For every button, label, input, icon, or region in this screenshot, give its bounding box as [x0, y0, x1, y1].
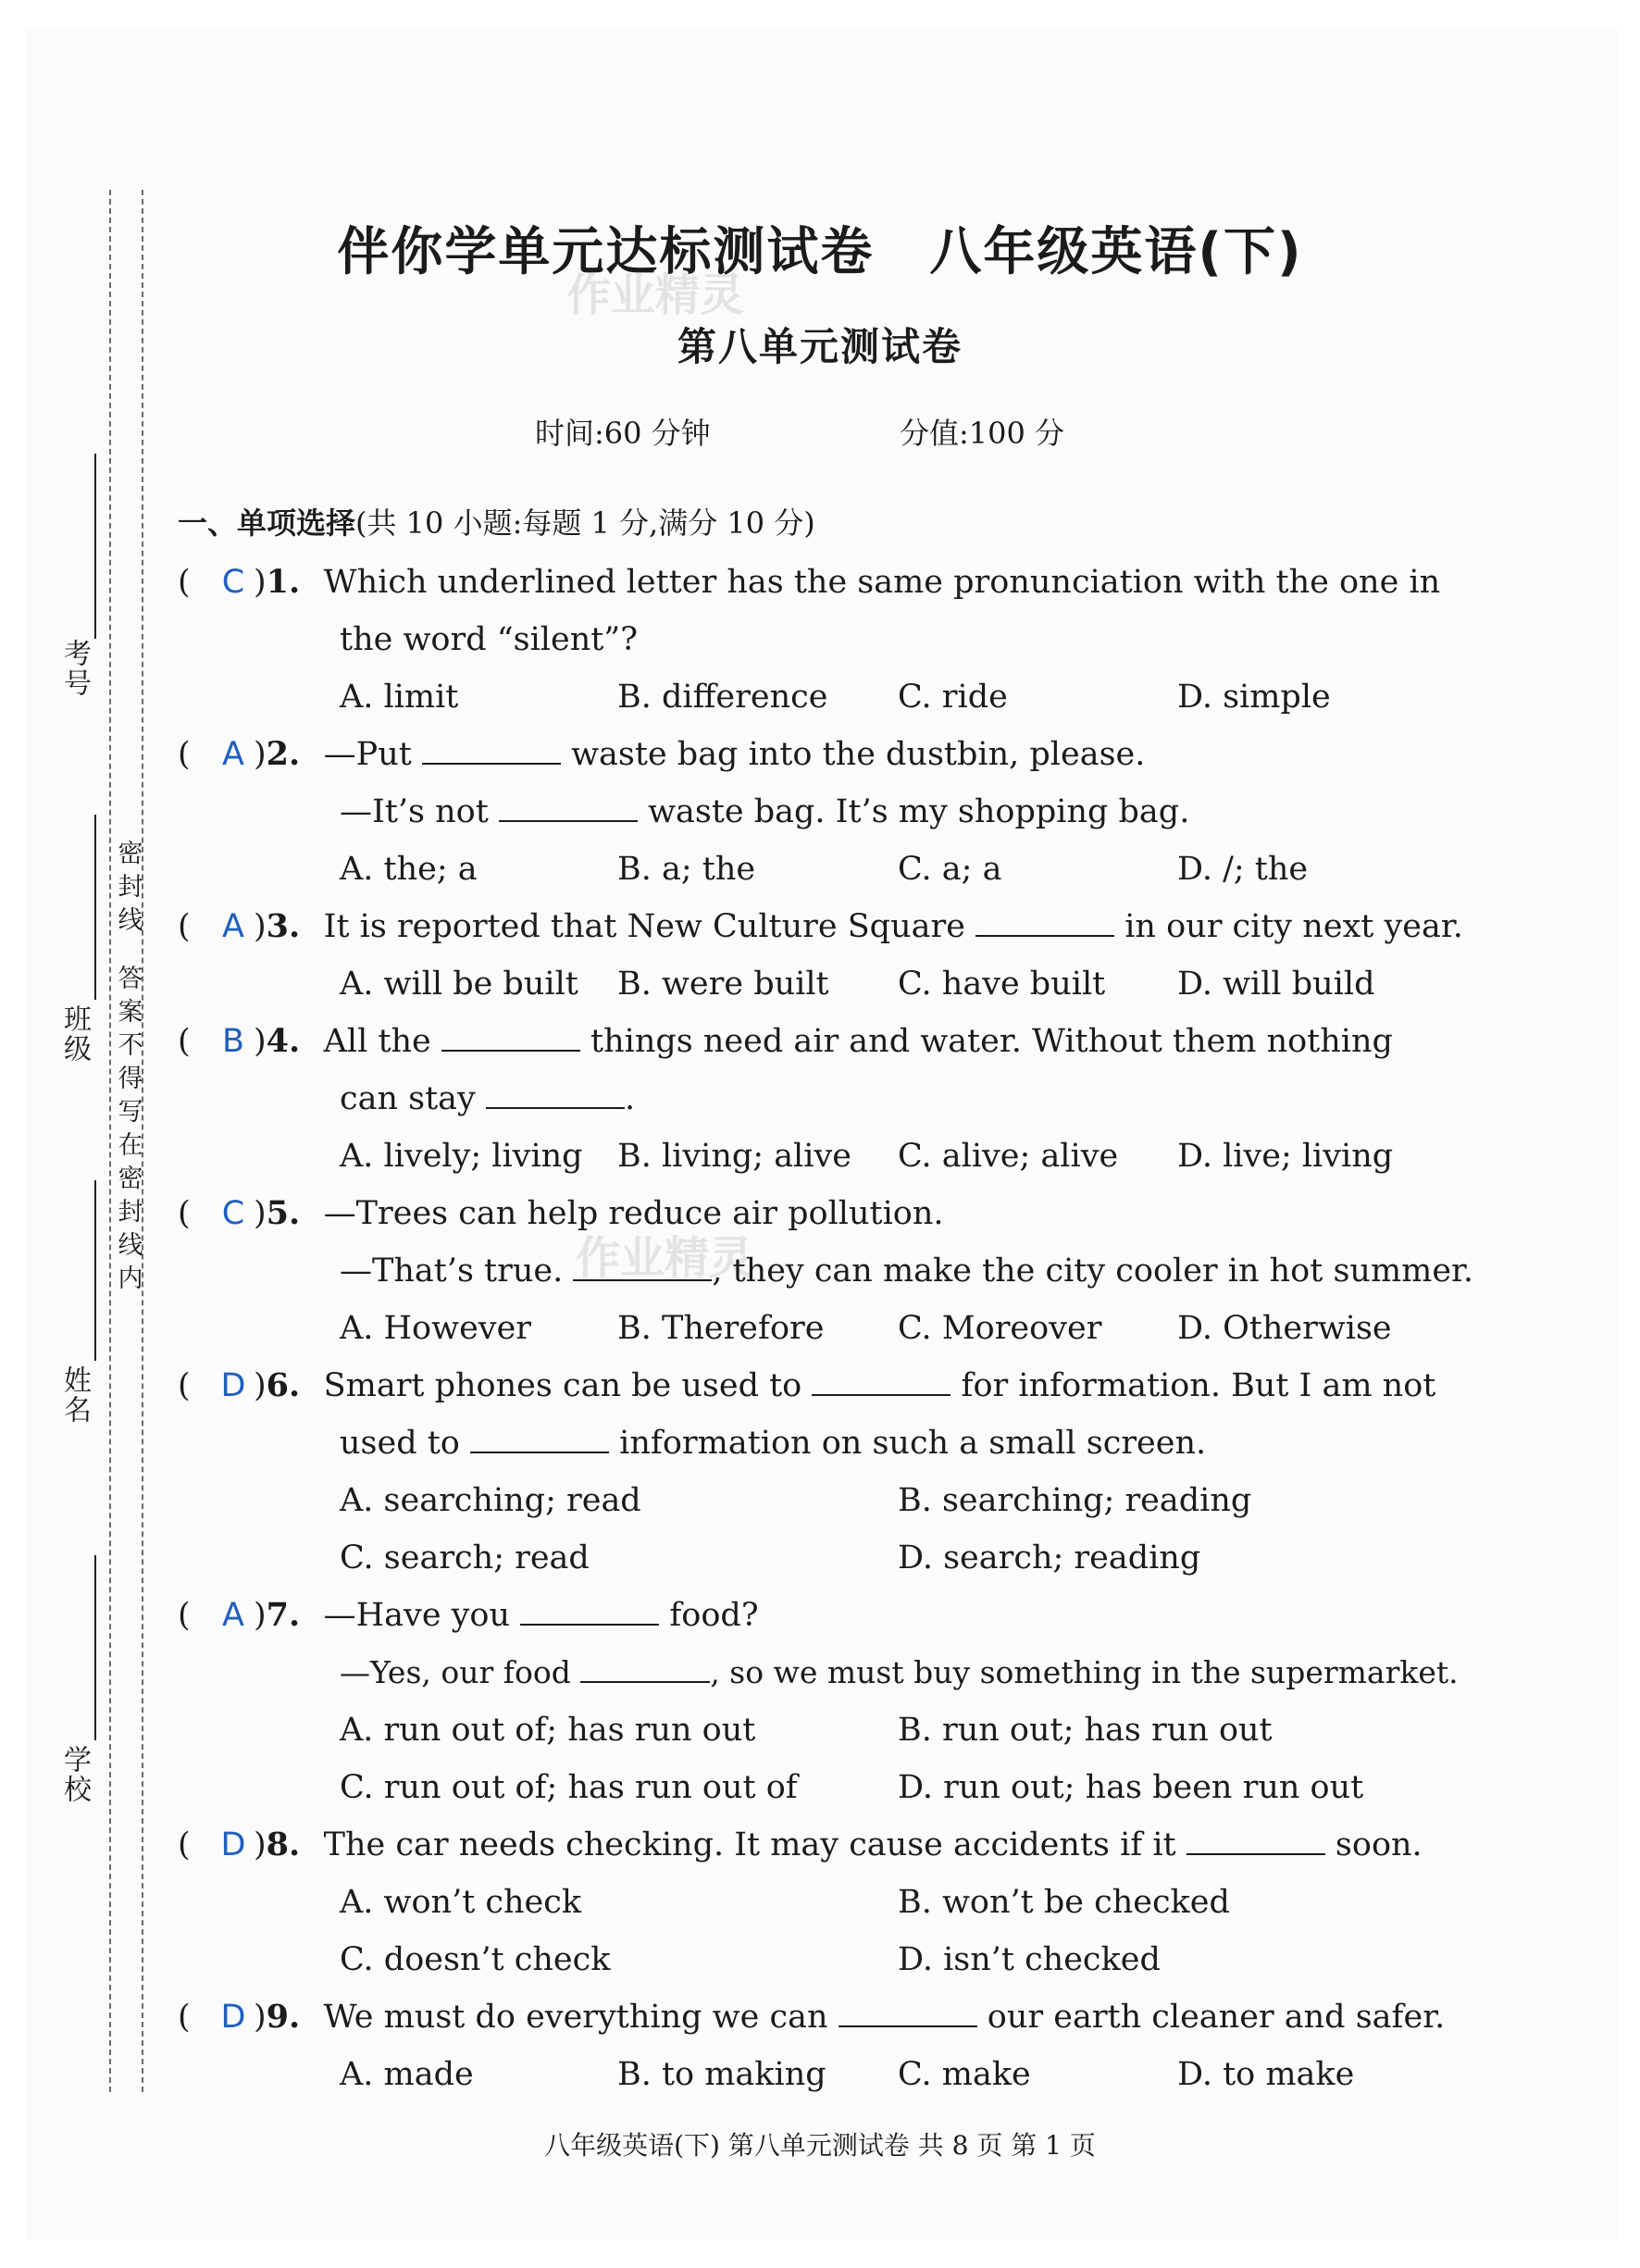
question-text: our earth cleaner and safer.	[987, 1999, 1446, 2036]
answer-blank	[422, 735, 561, 765]
question-text: can stay	[340, 1080, 476, 1117]
answer-5: C	[221, 1195, 245, 1232]
question-number: 7.	[266, 1596, 301, 1634]
question-9: ( D )9. We must do everything we can our earth cleaner and safer. A. made B. to making C. make D. to make	[178, 1988, 1473, 2103]
option-b: B. a; the	[617, 851, 756, 888]
question-text: —Yes, our food	[340, 1654, 571, 1690]
answer-blank	[520, 1596, 659, 1626]
question-text: —Trees can help reduce air pollution.	[323, 1195, 944, 1232]
question-text: information on such a small screen.	[619, 1425, 1207, 1462]
class-label: 班级	[58, 1004, 91, 1064]
option-b: B. run out; has run out	[898, 1712, 1273, 1749]
question-text: food?	[669, 1597, 759, 1634]
section-instructions: (共 10 小题:每题 1 分,满分 10 分)	[355, 505, 815, 541]
question-text: for information. But I am not	[961, 1367, 1436, 1404]
exam-number-line	[94, 454, 96, 639]
option-a: A. run out of; has run out	[340, 1712, 756, 1749]
question-text: It is reported that New Culture Square	[323, 908, 965, 945]
answer-7: A	[222, 1597, 244, 1634]
question-text: soon.	[1335, 1826, 1423, 1863]
option-d: D. run out; has been run out	[898, 1769, 1364, 1806]
option-a: A. However	[340, 1310, 532, 1347]
answer-blank	[486, 1079, 625, 1109]
question-text: the word “silent”?	[340, 621, 638, 658]
question-7: ( A )7. —Have you food? —Yes, our food , so we must buy something in the supermarket. A. run out of; has run out B. run out; has run out C. run out of; has run out of D. run out; has been run out	[178, 1587, 1473, 1816]
binding-dashed-line-outer	[109, 190, 111, 2092]
question-text: —Have you	[323, 1597, 511, 1634]
option-d: D. simple	[1177, 679, 1331, 716]
option-b: B. living; alive	[617, 1138, 851, 1175]
option-b: B. to making	[617, 2056, 826, 2093]
answer-blank	[975, 907, 1114, 937]
question-3: ( A )3. It is reported that New Culture Square in our city next year. A. will be built B. were built C. have built D. will build	[178, 898, 1473, 1013]
question-text: in our city next year.	[1124, 908, 1463, 945]
option-a: A. won’t check	[340, 1884, 582, 1921]
question-8: ( D )8. The car needs checking. It may cause accidents if it soon. A. won’t check B. won’t be checked C. doesn’t check D. isn’t checked	[178, 1816, 1473, 1988]
option-c: C. make	[898, 2056, 1031, 2093]
section-title: 一、单项选择	[178, 505, 356, 541]
answer-blank	[580, 1653, 710, 1683]
question-number: 5.	[266, 1194, 301, 1232]
answer-6: D	[220, 1367, 246, 1404]
option-d: D. Otherwise	[1177, 1310, 1392, 1347]
question-text: Smart phones can be used to	[323, 1367, 802, 1404]
answer-blank	[470, 1424, 609, 1453]
answer-blank	[812, 1366, 950, 1396]
school-label: 学校	[58, 1745, 91, 1804]
page-footer: 八年级英语(下) 第八单元测试卷 共 8 页 第 1 页	[544, 2130, 1096, 2161]
question-text: .	[624, 1080, 636, 1117]
answer-9: D	[220, 1999, 246, 2036]
class-line	[94, 815, 96, 1000]
option-b: B. Therefore	[617, 1310, 825, 1347]
question-text: , so we must buy something in the supermarket.	[710, 1654, 1459, 1690]
question-number: 3.	[266, 907, 301, 945]
option-a: A. made	[340, 2056, 474, 2093]
option-c: C. run out of; has run out of	[340, 1769, 798, 1806]
school-line	[94, 1555, 96, 1740]
answer-4: B	[221, 1023, 244, 1060]
exam-number-label: 考号	[58, 639, 91, 698]
section-heading	[178, 500, 815, 542]
question-text: We must do everything we can	[323, 1999, 828, 2036]
option-d: D. live; living	[1177, 1138, 1394, 1175]
question-text: used to	[340, 1425, 460, 1462]
option-c: C. alive; alive	[898, 1138, 1119, 1175]
question-number: 9.	[266, 1998, 301, 2036]
question-text: Which underlined letter has the same pronunciation with the one in	[323, 564, 1441, 601]
question-text: waste bag into the dustbin, please.	[571, 736, 1146, 773]
option-c: C. doesn’t check	[340, 1941, 611, 1978]
page-title	[0, 211, 1640, 285]
option-a: A. will be built	[340, 966, 578, 1003]
answer-1: C	[221, 564, 245, 601]
option-a: A. searching; read	[340, 1482, 641, 1519]
option-c: C. have built	[898, 966, 1106, 1003]
question-text: All the	[323, 1023, 431, 1060]
option-d: D. isn’t checked	[898, 1941, 1161, 1978]
answer-blank	[441, 1022, 580, 1052]
question-2: ( A )2. —Put waste bag into the dustbin, please. —It’s not waste bag. It’s my shopping bag. A. the; a B. a; the C. a; a D. /; the	[178, 726, 1473, 898]
question-number: 4.	[266, 1022, 301, 1060]
option-b: B. were built	[617, 966, 829, 1003]
question-4: ( B )4. All the things need air and water. Without them nothing can stay . A. lively; living B. living; alive C. alive; alive D. live; living	[178, 1013, 1473, 1185]
question-number: 6.	[266, 1366, 301, 1404]
option-d: D. to make	[1177, 2056, 1355, 2093]
unit-subtitle: 第八单元测试卷	[677, 324, 963, 369]
question-text: The car needs checking. It may cause accidents if it	[323, 1826, 1176, 1863]
option-a: A. limit	[340, 679, 459, 716]
option-d: D. will build	[1177, 966, 1375, 1003]
answer-2: A	[222, 736, 244, 773]
question-number: 1.	[266, 563, 301, 601]
question-number: 8.	[266, 1826, 301, 1863]
question-text: —That’s true.	[340, 1252, 564, 1290]
watermark-middle: 作业精灵	[576, 1232, 754, 1284]
question-number: 2.	[266, 735, 301, 773]
score-info: 分值:100 分	[900, 416, 1065, 451]
question-text: —It’s not	[340, 793, 489, 830]
option-c: C. ride	[898, 679, 1008, 716]
question-6: ( D )6. Smart phones can be used to for information. But I am not used to information on such a small screen. A. searching; read B. searching; reading C. search; read D. search; reading	[178, 1357, 1473, 1587]
answer-blank	[499, 792, 638, 822]
answer-blank	[839, 1998, 977, 2027]
option-d: D. search; reading	[898, 1539, 1201, 1576]
option-b: B. won’t be checked	[898, 1884, 1230, 1921]
option-b: B. searching; reading	[898, 1482, 1252, 1519]
question-text: things need air and water. Without them nothing	[590, 1023, 1393, 1060]
option-b: B. difference	[617, 679, 828, 716]
question-text: , they can make the city cooler in hot summer.	[712, 1252, 1474, 1290]
answer-blank	[1187, 1826, 1325, 1855]
option-d: D. /; the	[1177, 851, 1309, 888]
series-title: 伴你学单元达标测试卷	[337, 222, 875, 282]
watermark-top: 作业精灵	[566, 269, 745, 321]
option-a: A. lively; living	[340, 1138, 583, 1175]
answer-blank	[573, 1252, 712, 1281]
option-c: C. search; read	[340, 1539, 590, 1576]
option-c: C. a; a	[898, 851, 1002, 888]
question-1: ( C )1. Which underlined letter has the same pronunciation with the one in the word “silent”? A. limit B. difference C. ride D. simple	[178, 554, 1473, 726]
name-line	[94, 1180, 96, 1361]
option-c: C. Moreover	[898, 1310, 1102, 1347]
question-text: —Put	[323, 736, 412, 773]
seal-line-note: 密封线	[118, 840, 143, 935]
answer-8: D	[220, 1826, 246, 1863]
answer-3: A	[222, 908, 244, 945]
time-info: 时间:60 分钟	[535, 416, 711, 451]
question-text: waste bag. It’s my shopping bag.	[648, 793, 1190, 830]
option-a: A. the; a	[340, 851, 478, 888]
seal-answer-warning: 答案不得写在密封线内	[118, 965, 143, 1293]
name-label: 姓名	[58, 1365, 91, 1425]
question-5: ( C )5. —Trees can help reduce air pollution. —That’s true. , they can make the city cooler in hot summer. A. However B. Therefore C. Moreover D. Otherwise	[178, 1185, 1473, 1357]
grade-title: 八年级英语(下)	[929, 222, 1303, 282]
